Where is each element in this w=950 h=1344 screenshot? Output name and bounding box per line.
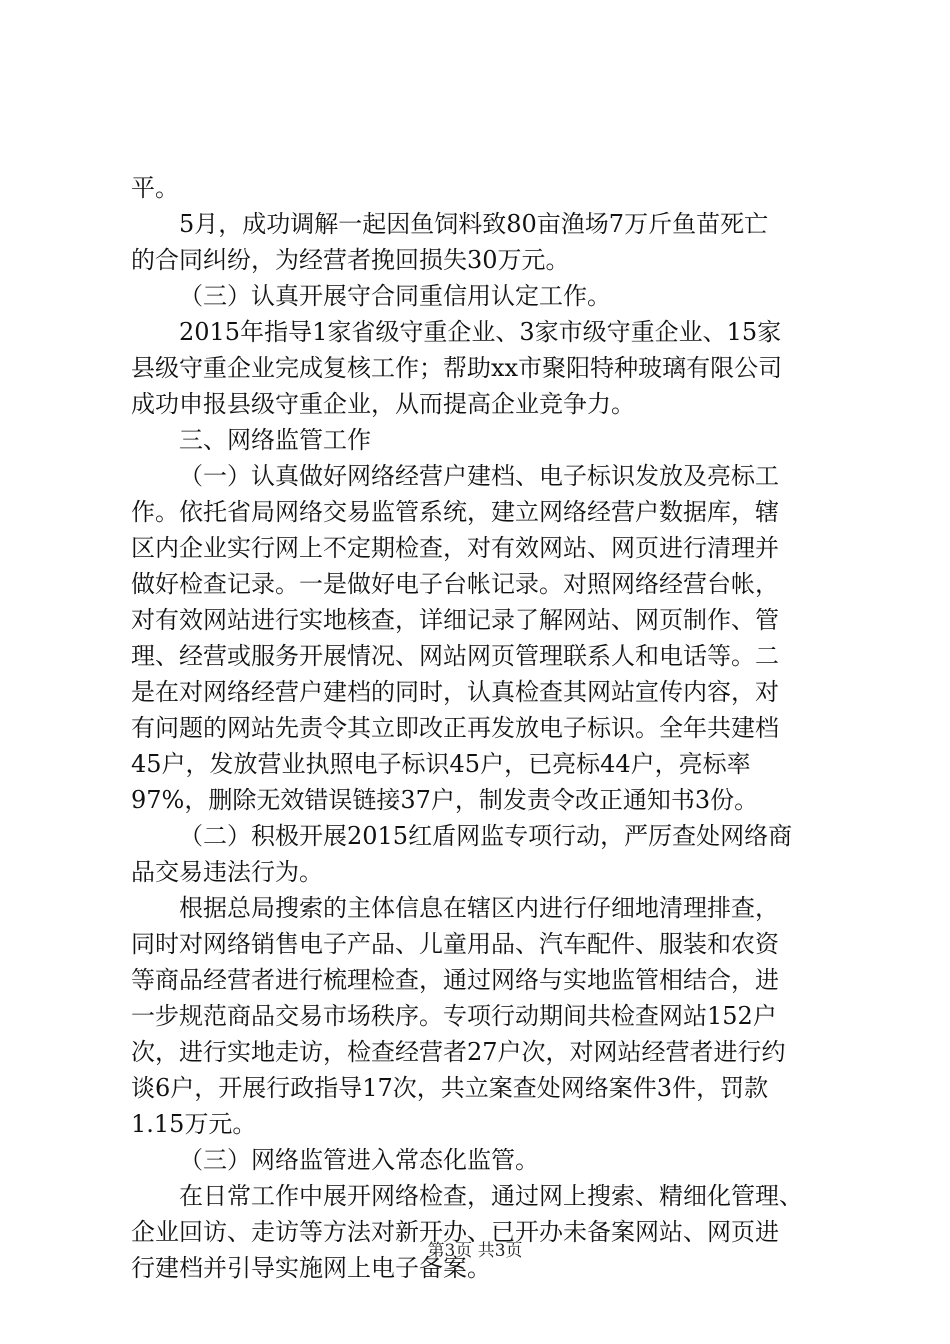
- body-line: 次，进行实地走访，检查经营者27户次，对网站经营者进行约: [131, 1038, 786, 1066]
- body-line: 97%，删除无效错误链接37户，制发责令改正通知书3份。: [131, 786, 759, 814]
- body-line: 区内企业实行网上不定期检查，对有效网站、网页进行清理并: [131, 534, 779, 562]
- body-line: 企业回访、走访等方法对新开办、已开办未备案网站、网页进: [131, 1218, 779, 1246]
- body-line: 5月，成功调解一起因鱼饲料致80亩渔场7万斤鱼苗死亡: [179, 210, 769, 238]
- body-line: 根据总局搜索的主体信息在辖区内进行仔细地清理排查，: [179, 894, 779, 922]
- body-line: 平。: [131, 174, 179, 202]
- body-line: 45户，发放营业执照电子标识45户，已亮标44户，亮标率: [131, 750, 751, 778]
- body-line: 一步规范商品交易市场秩序。专项行动期间共检查网站152户: [131, 1002, 777, 1030]
- body-line: （一）认真做好网络经营户建档、电子标识发放及亮标工: [179, 462, 779, 490]
- body-line: 对有效网站进行实地核查，详细记录了解网站、网页制作、管: [131, 606, 779, 634]
- body-line: 品交易违法行为。: [131, 858, 323, 886]
- body-line: 行建档并引导实施网上电子备案。: [131, 1254, 491, 1282]
- body-line: 的合同纠纷，为经营者挽回损失30万元。: [131, 246, 570, 274]
- body-line: （三）认真开展守合同重信用认定工作。: [179, 282, 611, 310]
- body-line: 理、经营或服务开展情况、网站网页管理联系人和电话等。二: [131, 642, 779, 670]
- body-line: 等商品经营者进行梳理检查，通过网络与实地监管相结合，进: [131, 966, 779, 994]
- document-body: [131, 170, 831, 1286]
- body-line: 三、网络监管工作: [179, 426, 371, 454]
- body-line: 有问题的网站先责令其立即改正再发放电子标识。全年共建档: [131, 714, 779, 742]
- body-line: 2015年指导1家省级守重企业、3家市级守重企业、15家: [179, 318, 782, 346]
- page-footer: 第3页 共3页: [427, 1241, 523, 1261]
- body-line: （二）积极开展2015红盾网监专项行动，严厉查处网络商: [179, 822, 793, 850]
- body-line: 县级守重企业完成复核工作；帮助xx市聚阳特种玻璃有限公司: [131, 354, 783, 382]
- body-line: 1.15万元。: [131, 1110, 257, 1138]
- body-line: 成功申报县级守重企业，从而提高企业竞争力。: [131, 390, 635, 418]
- body-line: （三）网络监管进入常态化监管。: [179, 1146, 539, 1174]
- body-line: 同时对网络销售电子产品、儿童用品、汽车配件、服装和农资: [131, 930, 779, 958]
- body-line: 作。依托省局网络交易监管系统，建立网络经营户数据库，辖: [131, 498, 779, 526]
- body-line: 谈6户，开展行政指导17次，共立案查处网络案件3件，罚款: [131, 1074, 769, 1102]
- body-line: 做好检查记录。一是做好电子台帐记录。对照网络经营台帐，: [131, 570, 779, 598]
- body-line: 在日常工作中展开网络检查，通过网上搜索、精细化管理、: [179, 1182, 803, 1210]
- body-line: 是在对网络经营户建档的同时，认真检查其网站宣传内容，对: [131, 678, 779, 706]
